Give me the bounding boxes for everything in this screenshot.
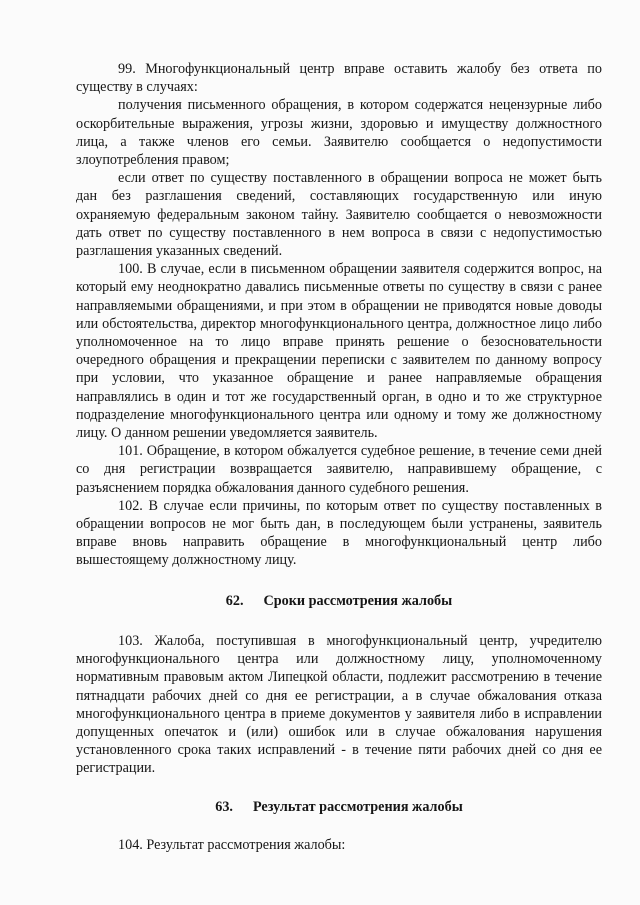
paragraph-99-case-obscene: получения письменного обращения, в котором содержатся нецензурные либо оскорбительные выражения, угрозы жизни, здоровью и имуществу должностного лица, а также членов его семьи. Заявителю сообщается о недопустимости злоупотребления правом; <box>76 97 602 169</box>
section-63-heading <box>76 798 602 816</box>
paragraph-102: 102. В случае если причины, по которым ответ по существу поставленных в обращении вопросов не мог быть дан, в последующем были устранены, заявитель вправе вновь направить обращение в многофункциональный центр либо вышестоящему должностному лицу. <box>76 497 602 569</box>
section-63-title: Результат рассмотрения жалобы <box>252 798 463 815</box>
paragraph-103: 103. Жалоба, поступившая в многофункциональный центр, учредителю многофункционального центра или должностному лицу, уполномоченному нормативным правовым актом Липецкой области, подлежит рассмотрению в течение пятнадцати рабочих дней со дня ее регистрации, а в случае обжалования отказа многофункционального центра в приеме документов у заявителя либо в исправлении допущенных опечаток и (или) ошибок или в случае обжалования нарушения установленного срока таких исправлений - в течение пяти рабочих дней со дня ее регистрации. <box>76 632 602 777</box>
paragraph-99-case-secret: если ответ по существу поставленного в обращении вопроса не может быть дан без разглашения сведений, составляющих государственную или иную охраняемую федеральным законом тайну. Заявителю сообщается о невозможности дать ответ по существу поставленного в нем вопроса в связи с недопустимостью разглашения указанных сведений. <box>76 170 602 260</box>
paragraph-100: 100. В случае, если в письменном обращении заявителя содержится вопрос, на который ему неоднократно давались письменные ответы по существу в связи с ранее направляемыми обращениями, и при этом в обращении не приводятся новые доводы или обстоятельства, директор многофункционального центра, должностное лицо либо уполномоченное на то лицо вправе принять решение о безосновательности очередного обращения и прекращении переписки с заявителем по данному вопросу при условии, что указанное обращение и ранее направляемые обращения направлялись в один и тот же государственный орган, в одно и то же структурное подразделение многофункционального центра или одному и тому же должностному лицу. О данном решении уведомляется заявитель. <box>76 261 602 442</box>
paragraph-99: 99. Многофункциональный центр вправе оставить жалобу без ответа по существу в случаях: <box>76 61 602 96</box>
section-62-heading <box>76 592 602 610</box>
section-62-number: 62. <box>225 592 244 609</box>
paragraph-101: 101. Обращение, в котором обжалуется судебное решение, в течение семи дней со дня регистрации возвращается заявителю, направившему обращение, с разъяснением порядка обжалования данного судебного решения. <box>76 443 602 496</box>
section-63-number: 63. <box>215 798 233 815</box>
section-62-title: Сроки рассмотрения жалобы <box>263 592 453 609</box>
paragraph-104: 104. Результат рассмотрения жалобы: <box>118 836 346 853</box>
document-content <box>76 60 602 854</box>
